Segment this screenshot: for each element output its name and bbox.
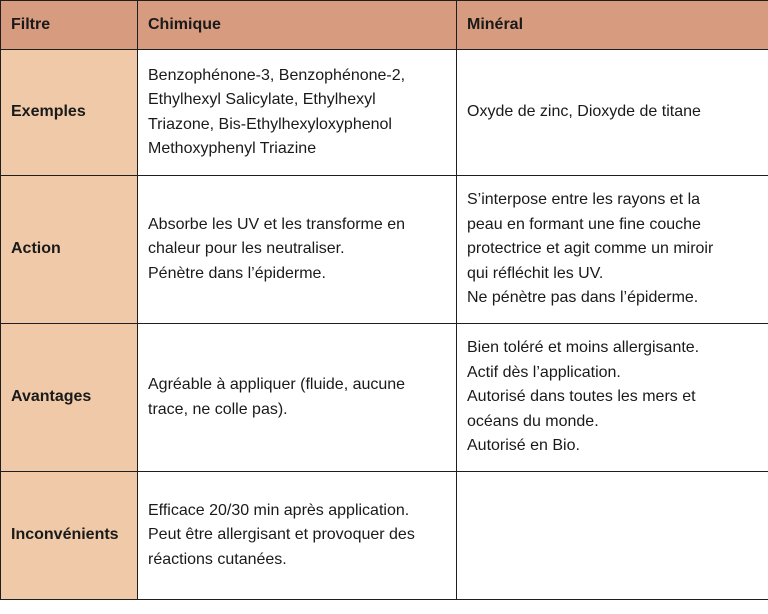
header-mineral: Minéral — [457, 1, 768, 50]
cell-avantages-chimique: Agréable à appliquer (fluide, aucune trace, ne colle pas). — [138, 324, 457, 472]
row-label-exemples: Exemples — [1, 50, 138, 176]
header-row — [1, 1, 768, 50]
cell-inconvenients-chimique: Efficace 20/30 min après application. Peut être allergisant et provoquer des réactions cutanées. — [138, 472, 457, 600]
header-filtre: Filtre — [1, 1, 138, 50]
cell-inconvenients-mineral — [457, 472, 768, 600]
table-row — [1, 324, 768, 472]
cell-action-chimique: Absorbe les UV et les transforme en chaleur pour les neutraliser. Pénètre dans l’épiderme. — [138, 176, 457, 324]
cell-avantages-mineral: Bien toléré et moins allergisante. Actif dès l’application. Autorisé dans toutes les mers et océans du monde. Autorisé en Bio. — [457, 324, 768, 472]
header-chimique: Chimique — [138, 1, 457, 50]
row-label-avantages: Avantages — [1, 324, 138, 472]
table-row — [1, 472, 768, 600]
table-row — [1, 176, 768, 324]
cell-exemples-chimique: Benzophénone-3, Benzophénone-2, Ethylhexyl Salicylate, Ethylhexyl Triazone, Bis-Ethylhexyloxyphenol Methoxyphenyl Triazine — [138, 50, 457, 176]
row-label-action: Action — [1, 176, 138, 324]
row-label-inconvenients: Inconvénients — [1, 472, 138, 600]
cell-exemples-mineral: Oxyde de zinc, Dioxyde de titane — [457, 50, 768, 176]
cell-action-mineral: S’interpose entre les rayons et la peau en formant une fine couche protectrice et agit comme un miroir qui réfléchit les UV. Ne pénètre pas dans l’épiderme. — [457, 176, 768, 324]
table-row — [1, 50, 768, 176]
